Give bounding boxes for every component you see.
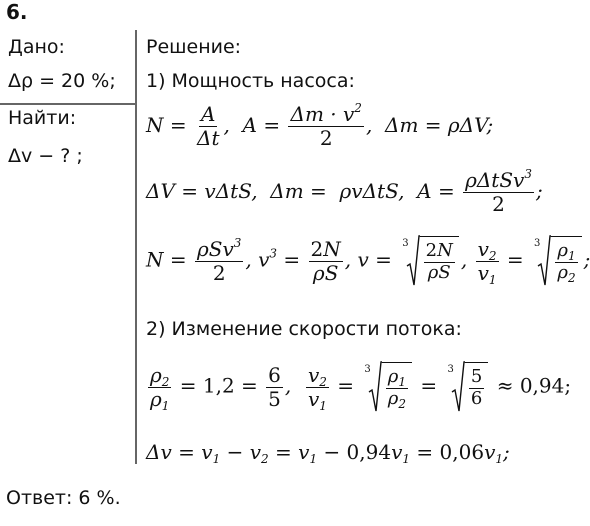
step1-title: 1) Мощность насоса:: [146, 70, 355, 92]
given-title: Дано:: [8, 36, 65, 58]
formula-line-5: $\Delta v = v_1 - v_2 = v_1 - 0,94v_1 = 0,06v_1$;: [146, 440, 510, 466]
formula-line-2: ΔV = vΔtS, Δm = ρvΔtS, A = $\frac{\rho\Delta tSv^3}{2}$ ;: [146, 167, 543, 216]
formula-line-3: N = $\frac{\rho Sv^3}{2}$ , $v^3$ = $\frac{2N}{\rho S}$ , v = 3 $\frac{2N}{\rho S}$ , $\frac{v_2}{v_1}$ = 3 $\frac{\rho_1}{\rho_2}$ ;: [146, 235, 590, 287]
find-value: Δv − ? ;: [8, 145, 83, 167]
vertical-divider: [135, 30, 137, 464]
find-title: Найти:: [8, 107, 77, 129]
given-value: Δρ = 20 %;: [8, 70, 116, 92]
problem-number: 6.: [6, 0, 28, 24]
step2-title: 2) Изменение скорости потока:: [146, 318, 462, 340]
given-divider: [0, 103, 136, 105]
formula-line-1: N = $\frac{A}{\Delta t}$ , A = $\frac{\Delta m \cdot v^2}{2}$ , Δm = ρΔV;: [146, 101, 494, 150]
answer: Ответ: 6 %.: [6, 487, 121, 509]
formula-line-4: $\frac{\rho_2}{\rho_1}$ = 1,2 = $\frac{6}{5}$ , $\frac{v_2}{v_1}$ = 3 $\frac{\rho_1}{\rho_2}$ = 3 $\frac{5}{6}$ ≈ 0,94;: [150, 362, 572, 413]
solution-title: Решение:: [146, 36, 242, 58]
